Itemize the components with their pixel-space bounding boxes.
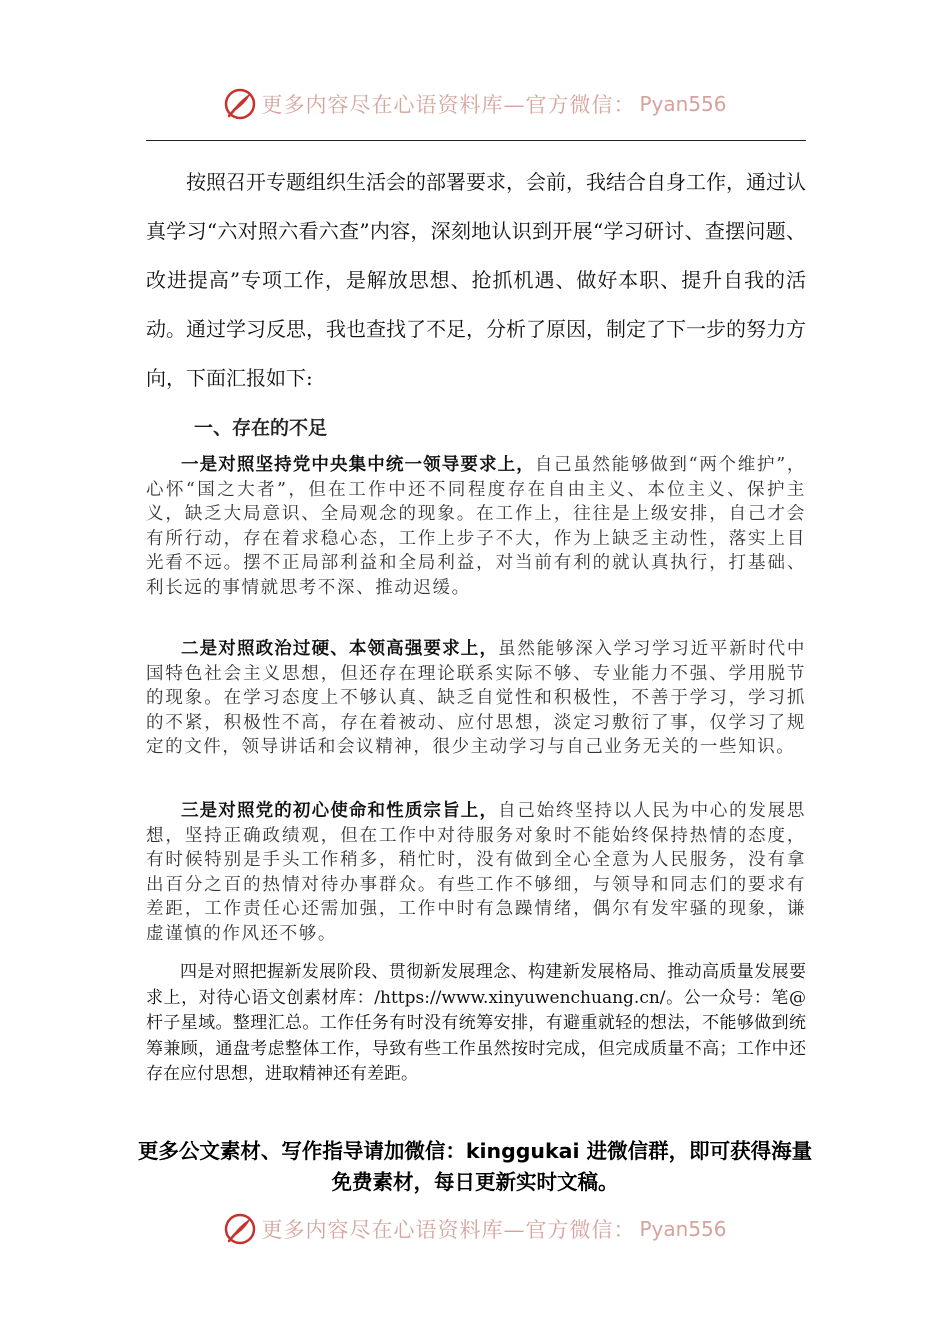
paragraph-2 xyxy=(146,637,806,760)
banner-wechat-id: Pyan556 xyxy=(639,92,727,116)
quill-logo-icon xyxy=(223,1212,257,1246)
header-divider xyxy=(146,140,806,141)
paragraph-2-body: 虽然能够深入学习学习近平新时代中国特色社会主义思想，但还存在理论联系实际不够、专业能力不强、学用脱节的现象。在学习态度上不够认真、缺乏自觉性和积极性，不善于学习，学习抓的不紧，积极性不高，存在着被动、应付思想，淡定习敷衍了事，仅学习了规定的文件，领导讲话和会议精神，很少主动学习与自己业务无关的一些知识。 xyxy=(146,639,807,757)
banner-text: 更多内容尽在心语资料库—官方微信： xyxy=(261,93,636,117)
footer-banner xyxy=(0,1209,950,1249)
intro-paragraph: 按照召开专题组织生活会的部署要求，会前，我结合自身工作，通过认真学习“六对照六看六查”内容，深刻地认识到开展“学习研讨、查摆问题、改进提高”专项工作，是解放思想、抢抓机遇、做好本职、提升自我的活动。通过学习反思，我也查找了不足，分析了原因，制定了下一步的努力方向，下面汇报如下: xyxy=(146,170,806,390)
paragraph-3 xyxy=(146,799,806,946)
header-banner xyxy=(0,84,950,124)
paragraph-4: 四是对照把握新发展阶段、贯彻新发展理念、构建新发展格局、推动高质量发展要求上，对待心语文创素材库：/https://www.xinyuwenchuang.cn/。公一众号：笔@杆子星域。整理汇总。工作任务有时没有统筹安排，有避重就轻的想法，不能够做到统筹兼顾，通盘考虑整体工作，导致有些工作虽然按时完成，但完成质量不高；工作中还存在应付思想，进取精神还有差距。 xyxy=(146,962,806,1084)
section-heading: 一、存在的不足 xyxy=(194,417,328,439)
banner-wechat-id: Pyan556 xyxy=(639,1217,727,1241)
paragraph-1-body: 自己虽然能够做到“两个维护”，心怀“国之大者”，但在工作中还不同程度存在自由主义、本位主义、保护主义，缺乏大局意识、全局观念的现象。在工作上，往往是上级安排，自己才会有所行动，存在着求稳心态，工作上步子不大，作为上缺乏主动性，落实上目光看不远。摆不正局部利益和全局利益，对当前有利的就认真执行，打基础、利长远的事情就思考不深、推动迟缓。 xyxy=(146,455,806,598)
quill-logo-icon xyxy=(223,87,257,121)
paragraph-3-lead: 三是对照党的初心使命和性质宗旨上， xyxy=(181,801,499,821)
footer-note: 更多公文素材、写作指导请加微信：kinggukai 进微信群，即可获得海量免费素材，每日更新实时文稿。 xyxy=(137,1139,813,1194)
paragraph-1 xyxy=(146,453,806,600)
banner-text: 更多内容尽在心语资料库—官方微信： xyxy=(261,1218,636,1242)
paragraph-3-body: 自己始终坚持以人民为中心的发展思想，坚持正确政绩观，但在工作中对待服务对象时不能始终保持热情的态度，有时候特别是手头工作稍多，稍忙时，没有做到全心全意为人民服务，没有拿出百分之百的热情对待办事群众。有些工作不够细，与领导和同志们的要求有差距，工作责任心还需加强，工作中时有急躁情绪，偶尔有发牢骚的现象，谦虚谨慎的作风还不够。 xyxy=(146,801,807,944)
paragraph-2-lead: 二是对照政治过硬、本领高强要求上， xyxy=(181,639,499,659)
paragraph-1-lead: 一是对照坚持党中央集中统一领导要求上， xyxy=(181,455,535,475)
